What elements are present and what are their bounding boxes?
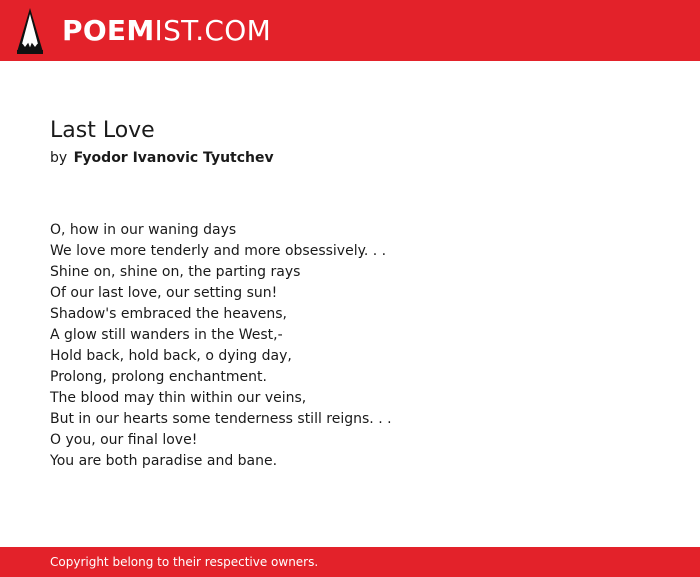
site-header bbox=[0, 0, 700, 61]
brand-light: IST.COM bbox=[154, 14, 272, 47]
copyright-text: Copyright belong to their respective owners. bbox=[50, 555, 319, 569]
poem-line: O you, our final love! bbox=[50, 432, 198, 448]
poem-line: But in our hearts some tenderness still reigns. . . bbox=[50, 411, 392, 427]
site-logo-text bbox=[62, 8, 271, 54]
poem-line: Hold back, hold back, o dying day, bbox=[50, 348, 292, 364]
author-link[interactable]: Fyodor Ivanovic Tyutchev bbox=[73, 150, 274, 166]
poem-title: Last Love bbox=[50, 118, 155, 143]
poem-line: Shadow's embraced the heavens, bbox=[50, 306, 287, 322]
poem-line: O, how in our waning days bbox=[50, 222, 237, 238]
poem-body bbox=[50, 220, 650, 472]
poem-byline bbox=[50, 147, 650, 169]
poem-line: Prolong, prolong enchantment. bbox=[50, 369, 267, 385]
by-label: by bbox=[50, 150, 68, 166]
poem-line: A glow still wanders in the West,- bbox=[50, 327, 283, 343]
poem-content bbox=[50, 116, 650, 472]
poem-line: We love more tenderly and more obsessively. . . bbox=[50, 243, 387, 259]
poem-line: The blood may thin within our veins, bbox=[50, 390, 307, 406]
site-logo-link[interactable] bbox=[16, 8, 271, 54]
pencil-tip-icon bbox=[16, 8, 44, 54]
site-footer bbox=[0, 547, 700, 577]
brand-bold: POEM bbox=[62, 14, 155, 47]
poem-line: You are both paradise and bane. bbox=[50, 453, 278, 469]
poem-line: Shine on, shine on, the parting rays bbox=[50, 264, 301, 280]
poem-line: Of our last love, our setting sun! bbox=[50, 285, 278, 301]
